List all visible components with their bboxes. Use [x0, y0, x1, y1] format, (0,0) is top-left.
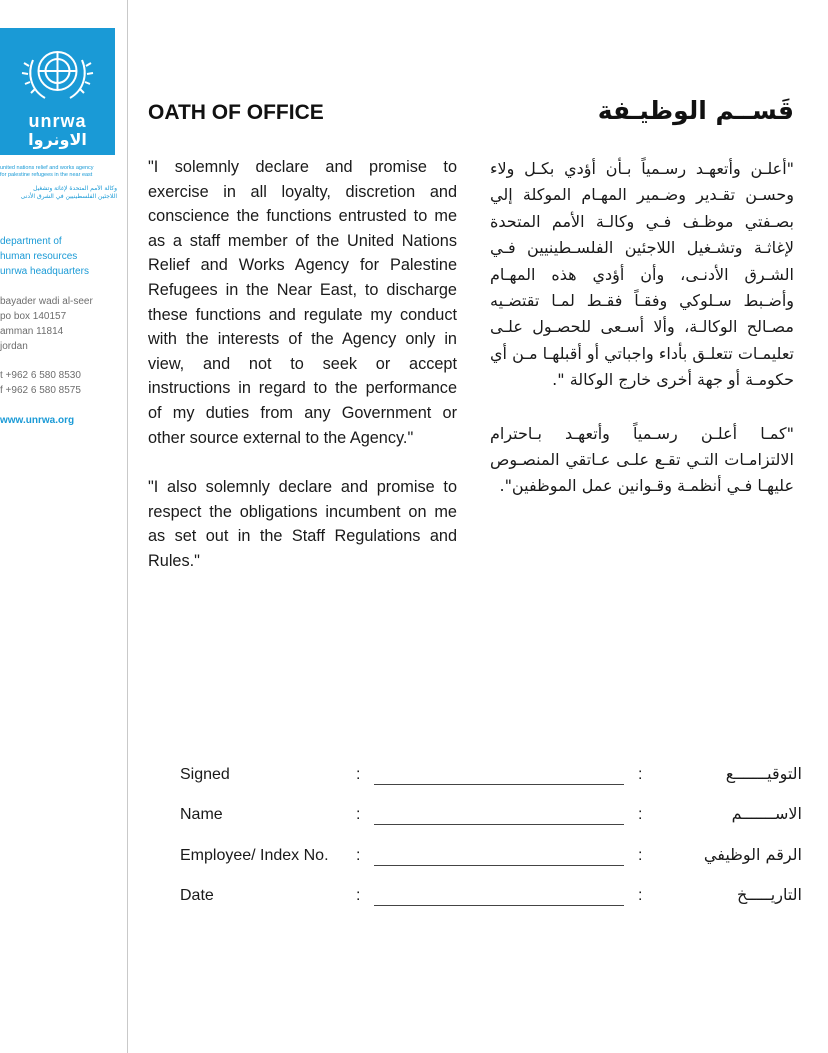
employee-number-line[interactable]	[374, 865, 624, 866]
address-line: amman 11814	[0, 326, 64, 337]
logo-text-en: unrwa	[28, 111, 87, 131]
date-line[interactable]	[374, 905, 624, 906]
address-line: po box 140157	[0, 311, 67, 322]
logo-text-ar: الاونروا	[28, 130, 87, 149]
field-colon: :	[638, 847, 643, 864]
fax-line: f +962 6 580 8575	[0, 385, 81, 396]
field-label-en: Signed	[180, 766, 230, 783]
signature-line[interactable]	[374, 784, 624, 785]
phone-block	[0, 368, 127, 398]
field-label-en: Name	[180, 806, 223, 823]
address-line: jordan	[0, 341, 28, 352]
field-label-ar: الاســـــــم	[731, 804, 802, 823]
page-title-en: OATH OF OFFICE	[148, 101, 324, 124]
phone-line: t +962 6 580 8530	[0, 370, 81, 381]
field-colon: :	[638, 806, 643, 823]
unrwa-logo	[0, 28, 115, 155]
signature-row-date	[0, 887, 828, 909]
signature-row-employee-no	[0, 847, 828, 869]
field-colon: :	[356, 847, 361, 864]
name-line[interactable]	[374, 824, 624, 825]
signature-row-name	[0, 806, 828, 828]
oath-paragraph-en: "I solemnly declare and promise to exercise in all loyalty, discretion and conscience the functions entrusted to me as a staff member of the United Nations Relief and Works Agency for Palestine Refugees in the Near East, to discharge these functions and regulate my conduct with the interests of the Agency only in view, and not to seek or accept instructions in regard to the performance of my duties from any Government or other source external to the Agency."	[148, 158, 457, 447]
field-colon: :	[356, 766, 361, 783]
agency-name-ar-line: وكالة الأمم المتحدة لإغاثة وتشغيل	[33, 185, 117, 192]
oath-paragraph-ar: "كمـا أعلـن رسـمياً وأتعهـد بـاحترام الالتزامـات التـي تقـع علـى عـاتقي المنصـوص عليهـا فـي أنظمـة وقـوانين عمل الموظفين".	[490, 423, 794, 496]
un-emblem-icon	[13, 38, 102, 112]
address-block	[0, 294, 127, 354]
field-label-ar: التوقيـــــــع	[725, 764, 802, 783]
field-colon: :	[638, 766, 643, 783]
department-block	[0, 234, 127, 279]
field-label-ar: الرقم الوظيفي	[703, 845, 802, 864]
agency-name-en-line: united nations relief and works agency	[0, 165, 94, 171]
page-title-ar: قَســم الوظيـفة	[597, 96, 794, 125]
oath-paragraph-en: "I also solemnly declare and promise to respect the obligations incumbent on me as set out in the Staff Regulations and Rules."	[148, 478, 457, 570]
field-colon: :	[356, 887, 361, 904]
agency-name-ar-line: اللاجئين الفلسطينيين في الشرق الأدنى	[20, 193, 117, 200]
department-line: unrwa headquarters	[0, 266, 89, 277]
agency-name-ar	[0, 185, 117, 201]
field-label-ar: التاريـــــخ	[737, 885, 802, 904]
address-line: bayader wadi al-seer	[0, 296, 93, 307]
oath-text-en	[148, 155, 457, 574]
field-label-en: Date	[180, 887, 214, 904]
field-colon: :	[638, 887, 643, 904]
oath-text-ar	[490, 156, 794, 500]
field-colon: :	[356, 806, 361, 823]
website-link[interactable]: www.unrwa.org	[0, 415, 75, 426]
department-line: human resources	[0, 251, 78, 262]
agency-name-en	[0, 165, 117, 178]
field-label-en: Employee/ Index No.	[180, 847, 329, 864]
oath-paragraph-ar: "أعلـن وأتعهـد رسـمياً بـأن أؤدي بكـل ولاء وحسـن تقـدير وضـمير المهـام الموكلة إلي بصـفتي موظـف فـي وكالـة الأمم المتحدة لإغاثـة وتشـغيل اللاجئين الفلسـطينيين فـي الشـرق الأدنـى، وأن أؤدي هذه المهـام وأضـبط سـلوكي وفقـاً فقـط لمـا تقتضـيه مصـالح الوكالـة، وألا أسـعى للحصـول علـى تعليمـات تتعلـق بأداء واجباتي أو أقبلهـا مـن أي حكومـة أو جهة أخرى خارج الوكالة ".	[490, 159, 794, 390]
agency-name-en-line: for palestine refugees in the near east	[0, 171, 93, 178]
signature-row-signed	[0, 766, 828, 788]
department-line: department of	[0, 236, 62, 247]
